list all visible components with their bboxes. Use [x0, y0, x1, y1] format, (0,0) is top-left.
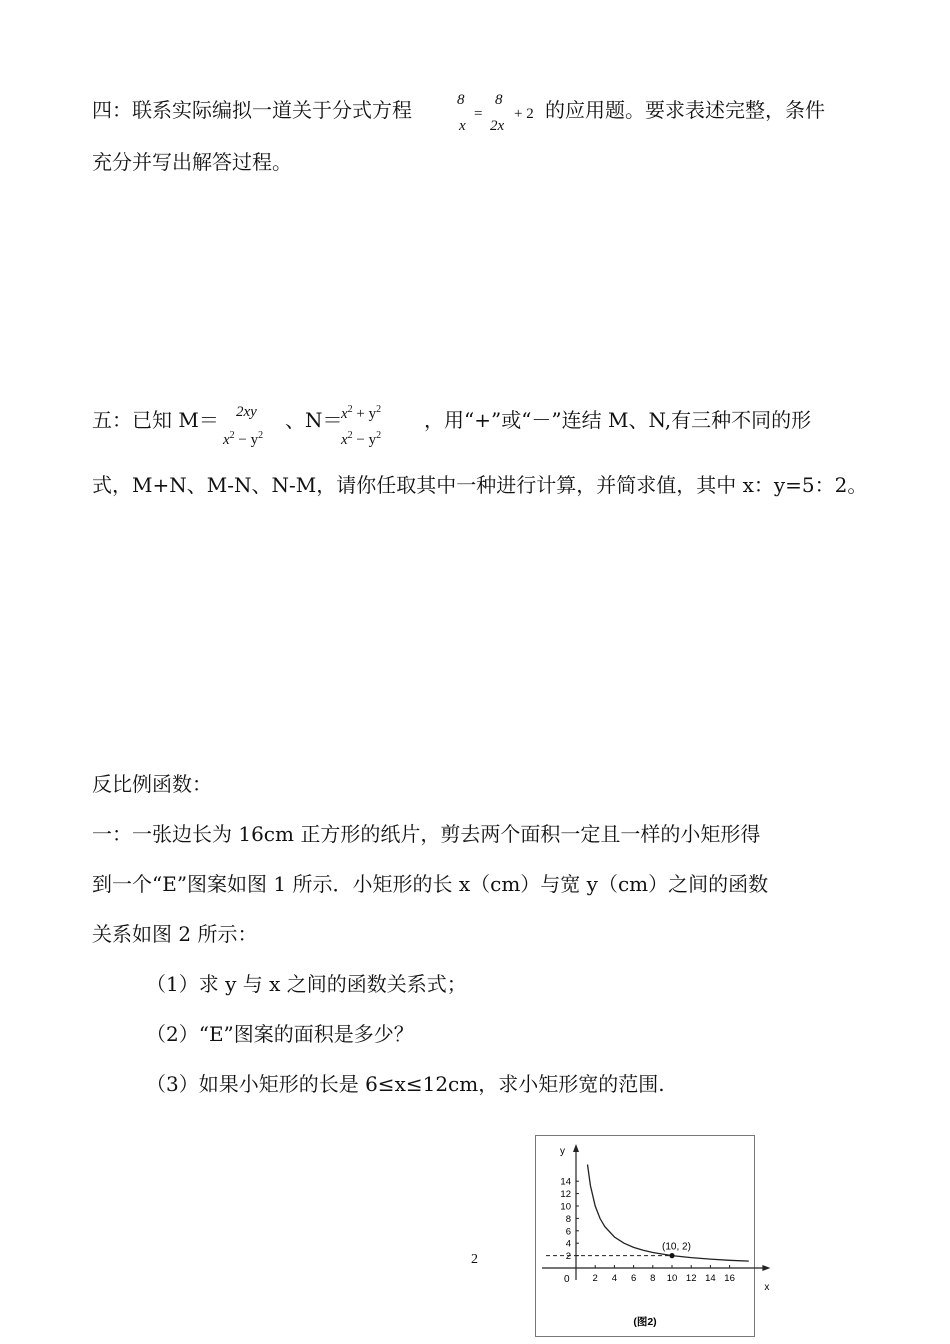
inverse-line2: 到一个“E”图案如图 1 所示．小矩形的长 x（cm）与宽 y（cm）之间的函数	[92, 872, 769, 896]
x-tick-label: 14	[705, 1273, 716, 1284]
origin-label: 0	[564, 1274, 570, 1285]
section5-sep: 、N＝	[285, 408, 343, 432]
question-2: （2）“E”图案的面积是多少？	[146, 1022, 414, 1046]
y-tick-label: 12	[560, 1189, 571, 1201]
question-3: （3）如果小矩形的长是 6≤x≤12cm，求小矩形宽的范围.	[146, 1072, 665, 1096]
section4-suffix: 的应用题。要求表述完整，条件	[545, 98, 825, 122]
section5-prefix: 五：已知 M＝	[92, 408, 219, 432]
inverse-line1: 一：一张边长为 16cm 正方形的纸片，剪去两个面积一定且一样的小矩形得	[92, 822, 761, 846]
question-1: （1）求 y 与 x 之间的函数关系式；	[146, 972, 467, 996]
inverse-heading: 反比例函数：	[92, 772, 212, 796]
y-tick-label: 10	[560, 1201, 571, 1213]
x-axis-label: x	[764, 1282, 770, 1293]
eq-lhs-numerator: 8	[457, 92, 465, 108]
section5-suffix: ，用“+”或“－”连结 M、N,有三种不同的形	[424, 408, 812, 432]
x-tick-label: 10	[666, 1273, 678, 1284]
n-denominator: $x^2 - y^2$	[341, 430, 382, 448]
section5-line2: 式，M+N、M-N、N-M，请你任取其中一种进行计算，并简求值，其中 x：y=5：2。	[92, 473, 868, 497]
x-tick-label: 12	[685, 1273, 697, 1284]
n-numerator: $x^2 + y^2$	[341, 404, 382, 422]
figure-2-graph	[535, 1135, 770, 1337]
m-numerator: 2xy	[236, 404, 257, 420]
section4-line1	[92, 98, 412, 122]
section4-line2: 充分并写出解答过程。	[92, 150, 292, 174]
x-tick-label: 8	[650, 1273, 656, 1284]
x-tick-label: 4	[611, 1273, 618, 1284]
y-tick-label: 8	[565, 1213, 571, 1225]
x-tick-label: 2	[592, 1273, 598, 1284]
y-tick-label: 6	[565, 1226, 571, 1238]
y-axis-label: y	[560, 1146, 565, 1157]
eq-lhs-denominator: x	[459, 118, 466, 134]
section4-prefix: 四：联系实际编拟一道关于分式方程	[92, 98, 412, 122]
x-tick-label: 6	[630, 1273, 637, 1284]
y-tick-label: 4	[565, 1238, 571, 1250]
marked-point	[669, 1253, 674, 1258]
y-tick-label: 2	[565, 1251, 571, 1263]
x-axis-arrow	[762, 1265, 770, 1271]
eq-plus-two: + 2	[514, 106, 534, 122]
m-denominator: $x^2 - y^2$	[223, 430, 264, 448]
marked-point-label: (10, 2)	[662, 1241, 691, 1253]
eq-equals: =	[474, 106, 483, 122]
eq-rhs-numerator: 8	[495, 92, 503, 108]
y-tick-label: 14	[560, 1176, 571, 1188]
page-number: 2	[471, 1252, 478, 1267]
chart-svg	[536, 1136, 770, 1336]
eq-rhs-denominator: 2x	[490, 118, 505, 134]
x-tick-label: 16	[724, 1273, 735, 1284]
y-axis-arrow	[573, 1144, 579, 1152]
inverse-line3: 关系如图 2 所示：	[92, 922, 258, 946]
figure-caption: (图2)	[633, 1316, 657, 1328]
